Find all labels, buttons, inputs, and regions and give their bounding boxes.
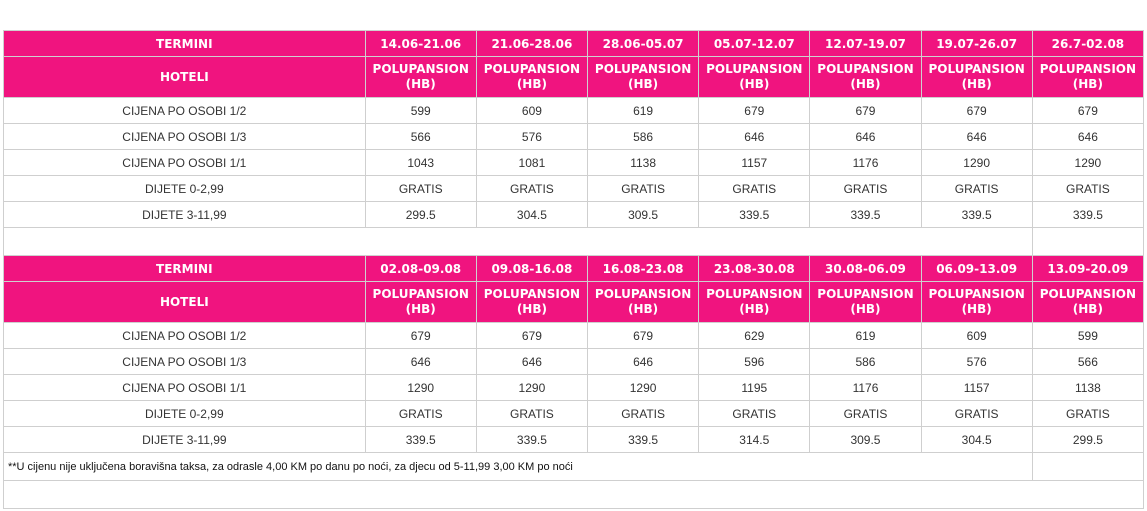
price-cell: 339.5: [588, 427, 699, 453]
board-type-name: POLUPANSION: [594, 287, 692, 301]
termini-header-row: [4, 256, 1144, 282]
date-range-header: 02.08-09.08: [365, 256, 476, 282]
price-cell: 339.5: [921, 202, 1032, 228]
price-cell: 1290: [365, 375, 476, 401]
board-type-header: [365, 282, 476, 323]
price-cell: 629: [699, 323, 810, 349]
price-cell: 566: [365, 124, 476, 150]
board-type-header: [810, 282, 921, 323]
board-type-header: [810, 57, 921, 98]
date-range-header: 26.7-02.08: [1032, 31, 1143, 57]
row-label: CIJENA PO OSOBI 1/2: [4, 323, 366, 349]
board-type-name: POLUPANSION: [817, 62, 914, 76]
board-type-header: [1032, 57, 1143, 98]
price-cell: 679: [810, 98, 921, 124]
price-cell: GRATIS: [588, 176, 699, 202]
table-row: [4, 349, 1144, 375]
price-cell: 646: [810, 124, 921, 150]
board-type-header: [921, 57, 1032, 98]
price-cell: 339.5: [1032, 202, 1143, 228]
price-cell: GRATIS: [476, 176, 587, 202]
price-cell: 679: [1032, 98, 1143, 124]
date-range-header: 23.08-30.08: [699, 256, 810, 282]
board-type-code: (HB): [1072, 77, 1103, 91]
board-type-header: [1032, 282, 1143, 323]
table-row: [4, 427, 1144, 453]
table-row: [4, 124, 1144, 150]
hoteli-header-row: [4, 57, 1144, 98]
price-cell: GRATIS: [921, 401, 1032, 427]
table-row: [4, 150, 1144, 176]
price-cell: 679: [921, 98, 1032, 124]
tax-note: **U cijenu nije uključena boravišna taksa, za odrasle 4,00 KM po danu po noći, za djecu od 5-11,99 3,00 KM po noći: [4, 453, 1033, 481]
board-type-code: (HB): [739, 77, 770, 91]
board-type-name: POLUPANSION: [706, 62, 803, 76]
board-type-code: (HB): [405, 77, 436, 91]
price-cell: 619: [810, 323, 921, 349]
price-cell: 314.5: [699, 427, 810, 453]
price-cell: 1157: [921, 375, 1032, 401]
price-cell: GRATIS: [810, 176, 921, 202]
hoteli-label: HOTELI: [4, 57, 366, 98]
price-cell: 576: [476, 124, 587, 150]
price-cell: 679: [476, 323, 587, 349]
price-cell: 1138: [588, 150, 699, 176]
date-range-header: 28.06-05.07: [588, 31, 699, 57]
board-type-name: POLUPANSION: [1039, 62, 1137, 76]
date-range-header: 12.07-19.07: [810, 31, 921, 57]
table-row: [4, 98, 1144, 124]
table-row: [4, 202, 1144, 228]
price-cell: 1290: [476, 375, 587, 401]
hoteli-header-row: [4, 282, 1144, 323]
board-type-header: [588, 282, 699, 323]
price-cell: 646: [476, 349, 587, 375]
row-label: CIJENA PO OSOBI 1/3: [4, 124, 366, 150]
date-range-header: 19.07-26.07: [921, 31, 1032, 57]
board-type-header: [476, 282, 587, 323]
price-cell: 1176: [810, 150, 921, 176]
row-label: DIJETE 3-11,99: [4, 427, 366, 453]
board-type-code: (HB): [739, 302, 770, 316]
board-type-code: (HB): [850, 302, 881, 316]
price-cell: 309.5: [810, 427, 921, 453]
empty-row: [4, 481, 1144, 509]
price-cell: 646: [1032, 124, 1143, 150]
board-type-name: POLUPANSION: [483, 62, 581, 76]
price-cell: 339.5: [810, 202, 921, 228]
board-type-header: [699, 282, 810, 323]
price-cell: GRATIS: [699, 401, 810, 427]
price-cell: 1138: [1032, 375, 1143, 401]
row-label: CIJENA PO OSOBI 1/3: [4, 349, 366, 375]
board-type-header: [588, 57, 699, 98]
price-cell: 299.5: [365, 202, 476, 228]
date-range-header: 05.07-12.07: [699, 31, 810, 57]
date-range-header: 09.08-16.08: [476, 256, 587, 282]
table-row: [4, 375, 1144, 401]
row-label: CIJENA PO OSOBI 1/2: [4, 98, 366, 124]
note-row: [4, 453, 1144, 481]
spacer-row: [4, 228, 1144, 256]
price-cell: 304.5: [476, 202, 587, 228]
price-cell: 619: [588, 98, 699, 124]
pricing-table: [3, 30, 1144, 509]
price-cell: 309.5: [588, 202, 699, 228]
board-type-code: (HB): [628, 302, 659, 316]
price-cell: 596: [699, 349, 810, 375]
price-cell: GRATIS: [365, 176, 476, 202]
board-type-code: (HB): [961, 77, 992, 91]
board-type-code: (HB): [850, 77, 881, 91]
date-range-header: 13.09-20.09: [1032, 256, 1143, 282]
price-cell: 599: [1032, 323, 1143, 349]
price-cell: GRATIS: [699, 176, 810, 202]
spacer-cell: [4, 228, 1033, 256]
board-type-code: (HB): [516, 77, 547, 91]
price-cell: 646: [921, 124, 1032, 150]
board-type-code: (HB): [961, 302, 992, 316]
price-cell: GRATIS: [810, 401, 921, 427]
price-cell: 1195: [699, 375, 810, 401]
board-type-code: (HB): [405, 302, 436, 316]
board-type-name: POLUPANSION: [372, 287, 469, 301]
date-range-header: 30.08-06.09: [810, 256, 921, 282]
price-cell: 646: [699, 124, 810, 150]
table-row: [4, 176, 1144, 202]
price-cell: 586: [810, 349, 921, 375]
date-range-header: 06.09-13.09: [921, 256, 1032, 282]
price-cell: 1290: [1032, 150, 1143, 176]
price-cell: GRATIS: [1032, 176, 1143, 202]
termini-label: TERMINI: [4, 31, 366, 57]
price-cell: 339.5: [365, 427, 476, 453]
price-cell: 1290: [588, 375, 699, 401]
price-cell: 1157: [699, 150, 810, 176]
price-cell: GRATIS: [588, 401, 699, 427]
row-label: CIJENA PO OSOBI 1/1: [4, 375, 366, 401]
board-type-name: POLUPANSION: [483, 287, 581, 301]
row-label: DIJETE 3-11,99: [4, 202, 366, 228]
price-cell: 609: [476, 98, 587, 124]
date-range-header: 14.06-21.06: [365, 31, 476, 57]
price-cell: 339.5: [476, 427, 587, 453]
board-type-code: (HB): [628, 77, 659, 91]
price-cell: 566: [1032, 349, 1143, 375]
row-label: CIJENA PO OSOBI 1/1: [4, 150, 366, 176]
board-type-name: POLUPANSION: [817, 287, 914, 301]
price-cell: 1043: [365, 150, 476, 176]
board-type-name: POLUPANSION: [928, 62, 1025, 76]
price-cell: 646: [588, 349, 699, 375]
hoteli-label: HOTELI: [4, 282, 366, 323]
price-cell: 299.5: [1032, 427, 1143, 453]
board-type-header: [699, 57, 810, 98]
board-type-name: POLUPANSION: [928, 287, 1025, 301]
price-cell: 586: [588, 124, 699, 150]
price-cell: 1290: [921, 150, 1032, 176]
board-type-header: [921, 282, 1032, 323]
price-cell: 1176: [810, 375, 921, 401]
spacer-cell: [1032, 228, 1143, 256]
price-cell: 609: [921, 323, 1032, 349]
board-type-name: POLUPANSION: [594, 62, 692, 76]
board-type-code: (HB): [516, 302, 547, 316]
pricing-table-body: [4, 31, 1144, 509]
row-label: DIJETE 0-2,99: [4, 176, 366, 202]
board-type-code: (HB): [1072, 302, 1103, 316]
table-row: [4, 401, 1144, 427]
price-cell: 679: [699, 98, 810, 124]
board-type-header: [365, 57, 476, 98]
price-cell: 1081: [476, 150, 587, 176]
note-empty-cell: [1032, 453, 1143, 481]
price-cell: 304.5: [921, 427, 1032, 453]
price-cell: GRATIS: [365, 401, 476, 427]
price-cell: 339.5: [699, 202, 810, 228]
price-cell: GRATIS: [476, 401, 587, 427]
price-cell: 646: [365, 349, 476, 375]
board-type-header: [476, 57, 587, 98]
table-row: [4, 323, 1144, 349]
date-range-header: 16.08-23.08: [588, 256, 699, 282]
price-cell: 679: [365, 323, 476, 349]
row-label: DIJETE 0-2,99: [4, 401, 366, 427]
price-cell: 679: [588, 323, 699, 349]
termini-label: TERMINI: [4, 256, 366, 282]
price-cell: 599: [365, 98, 476, 124]
price-cell: 576: [921, 349, 1032, 375]
termini-header-row: [4, 31, 1144, 57]
date-range-header: 21.06-28.06: [476, 31, 587, 57]
board-type-name: POLUPANSION: [706, 287, 803, 301]
empty-cell: [4, 481, 1144, 509]
board-type-name: POLUPANSION: [372, 62, 469, 76]
price-cell: GRATIS: [1032, 401, 1143, 427]
price-cell: GRATIS: [921, 176, 1032, 202]
board-type-name: POLUPANSION: [1039, 287, 1137, 301]
